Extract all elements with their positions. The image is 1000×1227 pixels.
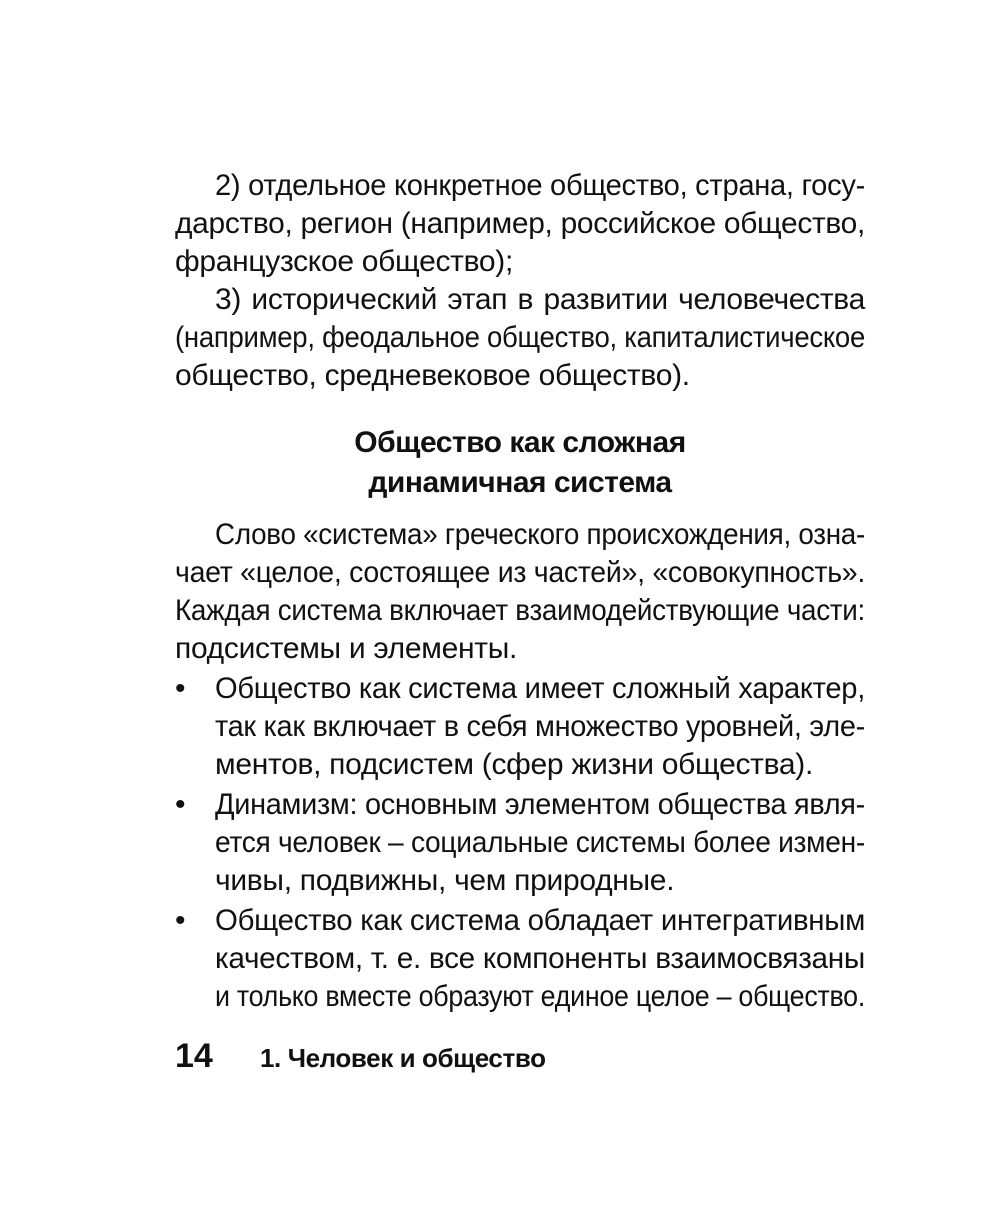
intro-line-3: Каждая система включает взаимодействующие части: <box>175 594 865 627</box>
intro-line-4: подсистемы и элементы. <box>175 632 517 665</box>
list-item-2-line-2: дарство, регион (например, российское общество, <box>175 207 865 240</box>
bullet-3-line-1: Общество как система обладает интегративным <box>215 904 865 937</box>
list-item-2-line-3: французское общество); <box>175 245 513 278</box>
bullet-1-line-1: Общество как система имеет сложный характер, <box>215 672 865 705</box>
bullet-2-line-1: Динамизм: основным элементом общества явля- <box>215 788 865 821</box>
bullet-1-line-2: так как включает в себя множество уровней, эле- <box>215 710 865 743</box>
bullet-3-line-2: качеством, т. е. все компоненты взаимосвязаны <box>215 942 865 975</box>
intro-line-1: Слово «система» греческого происхождения, озна- <box>215 518 865 551</box>
section-heading-line-1: Общество как сложная <box>354 426 686 459</box>
chapter-title: 1. Человек и общество <box>260 1043 546 1073</box>
list-item-3-line-1: 3) исторический этап в развитии человечества <box>215 283 865 316</box>
page-number: 14 <box>175 1037 213 1075</box>
bullet-dot: • <box>175 672 186 705</box>
bullet-2-line-2: ется человек – социальные системы более измен- <box>215 826 865 859</box>
bullet-3-line-3: и только вместе образуют единое целое – общество. <box>215 980 865 1013</box>
bullet-2-line-3: чивы, подвижны, чем природные. <box>215 864 675 897</box>
bullet-1-line-3: ментов, подсистем (сфер жизни общества). <box>215 748 814 781</box>
list-item-3-line-2: (например, феодальное общество, капиталистическое <box>175 321 865 354</box>
bullet-dot: • <box>175 788 186 821</box>
section-heading-line-2: динамичная система <box>368 466 672 499</box>
list-item-2-line-1: 2) отдельное конкретное общество, страна, госу- <box>215 169 865 202</box>
list-item-3-line-3: общество, средневековое общество). <box>175 359 690 392</box>
intro-line-2: чает «целое, состоящее из частей», «совокупность». <box>175 556 865 589</box>
bullet-dot: • <box>175 904 186 937</box>
